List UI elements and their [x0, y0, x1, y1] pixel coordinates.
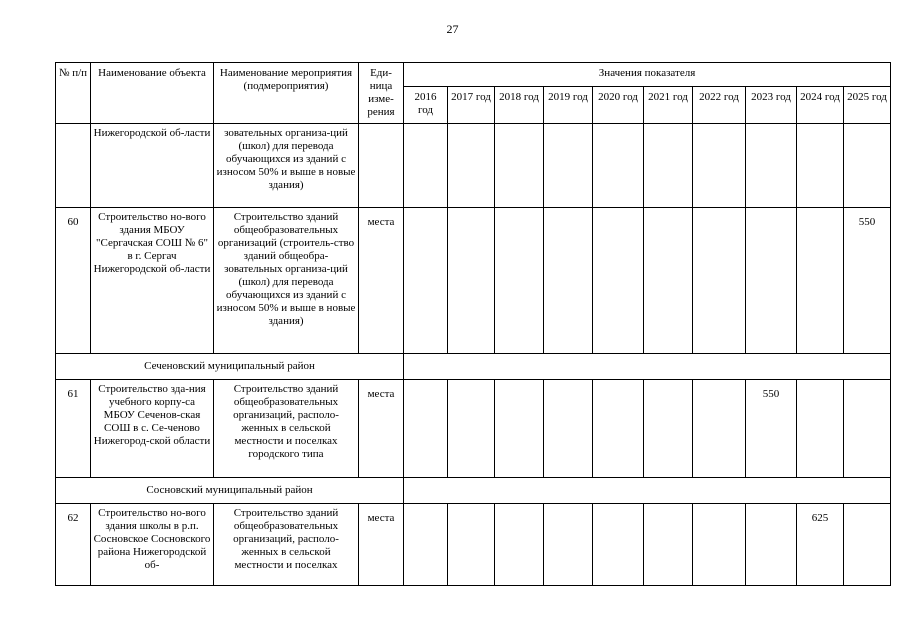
row-number: 60	[56, 208, 91, 354]
value-cell	[593, 380, 644, 478]
year-header: 2019 год	[544, 86, 593, 123]
col-event-header: Наименование мероприятия (подмероприятия)	[214, 63, 359, 124]
section-row	[56, 478, 891, 504]
year-header: 2024 год	[797, 86, 844, 123]
value-cell	[644, 124, 693, 208]
value-cell	[404, 208, 448, 354]
unit: места	[359, 504, 404, 586]
event-name: Строительство зданий общеобразовательных организаций (строитель-ство зданий общеобра-зовательных организа-ций (школ) для перевода обучающихся из зданий с износом 50% и выше в новые здания)	[214, 208, 359, 354]
value-cell	[746, 504, 797, 586]
value-cell	[693, 504, 746, 586]
value-cell	[593, 208, 644, 354]
value-cell	[844, 504, 891, 586]
table-row	[56, 124, 891, 208]
value-cell	[495, 380, 544, 478]
year-header: 2020 год	[593, 86, 644, 123]
value-cell	[404, 504, 448, 586]
year-header: 2017 год	[448, 86, 495, 123]
year-header: 2021 год	[644, 86, 693, 123]
object-name: Строительство зда-ния учебного корпу-са МБОУ Сеченов-ская СОШ в с. Се-ченово Нижегород-ской области	[91, 380, 214, 478]
table-row	[56, 208, 891, 354]
value-cell	[644, 380, 693, 478]
page-number: 27	[446, 22, 459, 36]
object-name: Нижегородской об-ласти	[91, 124, 214, 208]
event-name: Строительство зданий общеобразовательных организаций, располо-женных в сельской местности и поселках	[214, 504, 359, 586]
value-cell	[404, 124, 448, 208]
section-blank	[404, 354, 891, 380]
value-cell	[844, 124, 891, 208]
value-cell	[544, 124, 593, 208]
value-cell	[797, 380, 844, 478]
object-name: Строительство но-вого здания школы в р.п. Сосновское Сосновского района Нижегородской об-	[91, 504, 214, 586]
col-values-header: Значения показателя	[404, 63, 891, 87]
header-row-1	[56, 63, 891, 87]
object-name: Строительство но-вого здания МБОУ "Сергачская СОШ № 6" в г. Сергач Нижегородской об-ласти	[91, 208, 214, 354]
value-cell	[593, 124, 644, 208]
table-row	[56, 380, 891, 478]
value-cell	[593, 504, 644, 586]
value-cell	[693, 124, 746, 208]
value-cell	[495, 208, 544, 354]
event-name: Строительство зданий общеобразовательных организаций, располо-женных в сельской местности и поселках городского типа	[214, 380, 359, 478]
row-number: 61	[56, 380, 91, 478]
col-object-header: Наименование объекта	[91, 63, 214, 124]
value-cell	[544, 504, 593, 586]
unit	[359, 124, 404, 208]
value-cell	[693, 380, 746, 478]
value-cell	[797, 208, 844, 354]
value-cell	[544, 380, 593, 478]
section-blank	[404, 478, 891, 504]
col-unit-header: Еди-ница изме-рения	[359, 63, 404, 124]
section-row	[56, 354, 891, 380]
row-number	[56, 124, 91, 208]
section-title: Сеченовский муниципальный район	[56, 354, 404, 380]
value-cell: 625	[797, 504, 844, 586]
value-cell	[495, 504, 544, 586]
value-cell	[797, 124, 844, 208]
year-header: 2016 год	[404, 86, 448, 123]
section-title: Сосновский муниципальный район	[56, 478, 404, 504]
value-cell	[746, 124, 797, 208]
value-cell	[448, 504, 495, 586]
year-header: 2023 год	[746, 86, 797, 123]
value-cell	[448, 380, 495, 478]
value-cell	[746, 208, 797, 354]
value-cell	[448, 208, 495, 354]
table-row	[56, 504, 891, 586]
value-cell	[644, 504, 693, 586]
value-cell	[644, 208, 693, 354]
year-header: 2022 год	[693, 86, 746, 123]
value-cell: 550	[844, 208, 891, 354]
year-header: 2018 год	[495, 86, 544, 123]
value-cell	[448, 124, 495, 208]
value-cell	[404, 380, 448, 478]
year-header: 2025 год	[844, 86, 891, 123]
indicator-table	[55, 62, 891, 586]
value-cell	[844, 380, 891, 478]
value-cell	[544, 208, 593, 354]
value-cell	[693, 208, 746, 354]
unit: места	[359, 380, 404, 478]
value-cell: 550	[746, 380, 797, 478]
value-cell	[495, 124, 544, 208]
col-num-header: № п/п	[56, 63, 91, 124]
row-number: 62	[56, 504, 91, 586]
unit: места	[359, 208, 404, 354]
event-name: зовательных организа-ций (школ) для перевода обучающихся из зданий с износом 50% и выше в новые здания)	[214, 124, 359, 208]
